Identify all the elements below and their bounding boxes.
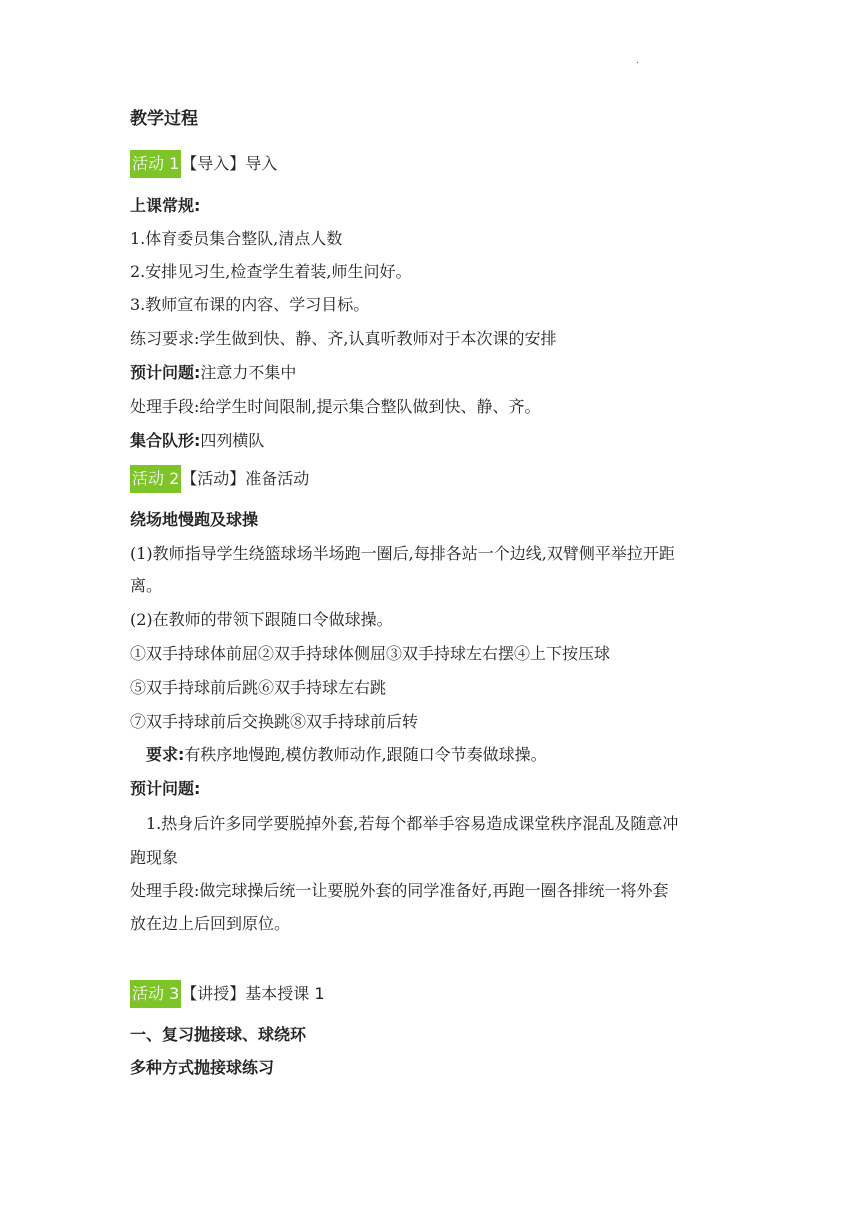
a2-heading: 绕场地慢跑及球操 <box>130 510 259 529</box>
a2-problem-label: 预计问题: <box>130 779 201 798</box>
activity-2-title: 【活动】准备活动 <box>181 469 310 488</box>
a2-p2: (2)在教师的带领下跟随口令做球操。 <box>130 610 393 629</box>
section-title: 教学过程 <box>130 109 198 129</box>
activity-3-header <box>130 980 325 1008</box>
a2-requirement <box>146 744 547 766</box>
a1-item3: 3.教师宣布课的内容、学习目标。 <box>130 295 370 314</box>
a2-moves-3: ⑦双手持球前后交换跳⑧双手持球前后转 <box>130 712 419 731</box>
a2-requirement-text: 有秩序地慢跑,模仿教师动作,跟随口令节奏做球操。 <box>184 745 547 764</box>
a1-problem-text: 注意力不集中 <box>200 363 297 382</box>
activity-2-header <box>130 465 309 493</box>
a2-requirement-label: 要求: <box>146 745 185 764</box>
a1-formation-text: 四列横队 <box>200 431 265 450</box>
a1-requirement: 练习要求:学生做到快、静、齐,认真听教师对于本次课的安排 <box>130 329 557 348</box>
activity-1-title: 【导入】导入 <box>181 154 278 173</box>
a2-handling-line2: 放在边上后回到原位。 <box>130 914 291 933</box>
activity-2-tag: 活动 2 <box>130 465 181 493</box>
a2-p1-line1: (1)教师指导学生绕篮球场半场跑一圈后,每排各站一个边线,双臂侧平举拉开距 <box>130 544 675 563</box>
activity-3-title: 【讲授】基本授课 1 <box>181 984 325 1003</box>
a2-problem1-line1: 1.热身后许多同学要脱掉外套,若每个都举手容易造成课堂秩序混乱及随意冲 <box>146 814 679 833</box>
a1-problem-label: 预计问题: <box>130 363 201 382</box>
a1-formation <box>130 430 264 452</box>
a1-problem <box>130 362 296 384</box>
activity-3-tag: 活动 3 <box>130 980 181 1008</box>
activity-1-header <box>130 150 277 178</box>
a1-heading: 上课常规: <box>130 196 201 215</box>
a2-p1-line2: 离。 <box>130 576 163 595</box>
a3-heading-1: 一、复习抛接球、球绕环 <box>130 1025 307 1044</box>
a1-item1: 1.体育委员集合整队,清点人数 <box>130 229 343 248</box>
a2-handling-line1: 处理手段:做完球操后统一让要脱外套的同学准备好,再跑一圈各排统一将外套 <box>130 881 669 900</box>
a2-problem1-line2: 跑现象 <box>130 848 179 867</box>
a3-heading-2: 多种方式抛接球练习 <box>130 1058 275 1077</box>
header-mark: · <box>636 58 640 69</box>
a2-moves-1: ①双手持球体前屈②双手持球体侧屈③双手持球左右摆④上下按压球 <box>130 644 611 663</box>
a1-formation-label: 集合队形: <box>130 431 201 450</box>
a1-item2: 2.安排见习生,检查学生着装,师生问好。 <box>130 262 412 281</box>
a1-handling: 处理手段:给学生时间限制,提示集合整队做到快、静、齐。 <box>130 397 541 416</box>
a2-moves-2: ⑤双手持球前后跳⑥双手持球左右跳 <box>130 678 387 697</box>
activity-1-tag: 活动 1 <box>130 150 181 178</box>
